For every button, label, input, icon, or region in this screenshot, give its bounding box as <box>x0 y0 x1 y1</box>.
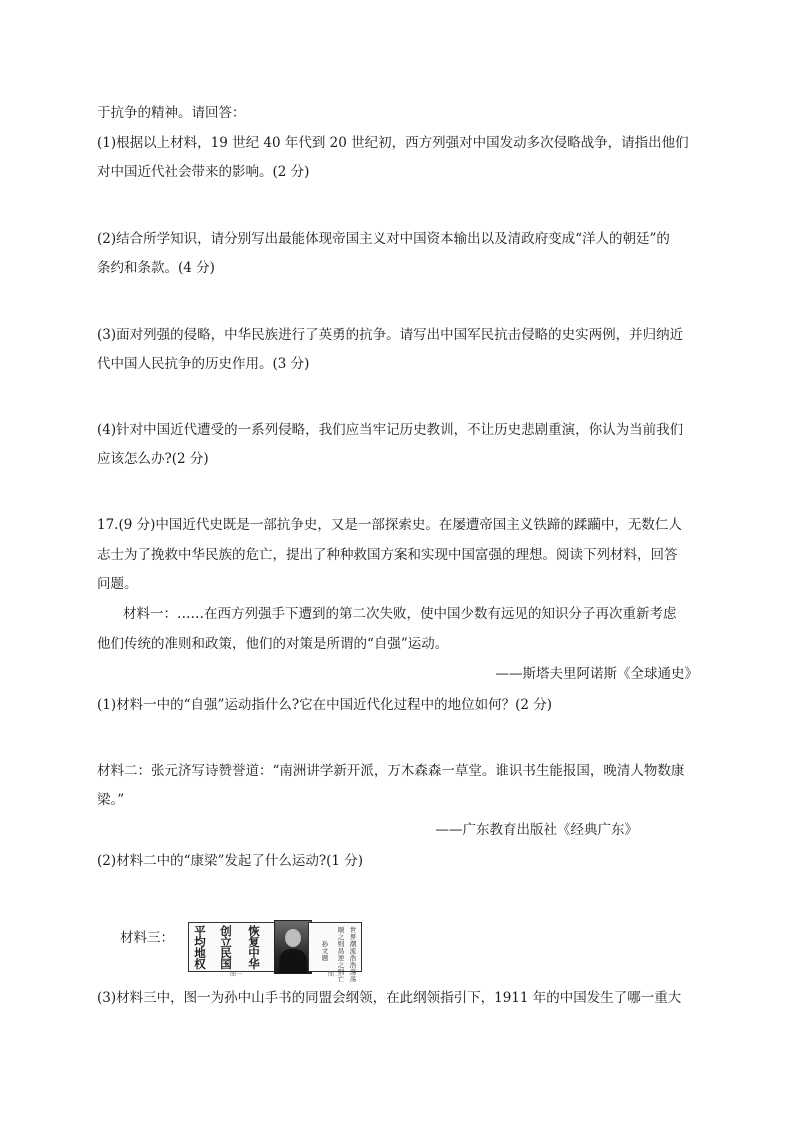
sub-question-2: (2)材料二中的“康梁”发起了什么运动?(1 分) <box>97 853 364 869</box>
fig1-column-2: 恢复中华 <box>248 924 260 971</box>
sub-question-3: (3)材料三中，图一为孙中山手书的同盟会纲领，在此纲领指引下，1911 年的中国发生了哪一重大 <box>97 990 682 1006</box>
sub-question-1: (1)材料一中的“自强”运动指什么?它在中国近代化过程中的地位如何？(2 分) <box>97 697 553 713</box>
question-17-line-2: 志士为了挽救中华民族的危亡，提出了种种救国方案和实现中国富强的理想。阅读下列材料，回答 <box>97 547 678 563</box>
figure-2-caption: 图二 <box>328 971 341 978</box>
question-3-line-2: 代中国人民抗争的历史作用。(3 分) <box>97 356 310 372</box>
fig1-column-4: 平均地权 <box>194 924 206 971</box>
question-4-line-2: 应该怎么办?(2 分) <box>97 451 209 467</box>
question-17-line-1: 17.(9 分)中国近代史既是一部抗争史，又是一部探索史。在屡遭帝国主义铁蹄的蹂躏中，无数仁人 <box>97 517 682 533</box>
question-17-line-3: 问题。 <box>97 576 138 592</box>
material-1-line-1: 材料一：……在西方列强手下遭到的第二次失败，使中国少数有远见的知识分子再次重新考虑 <box>123 606 677 622</box>
material-2-source: ——广东教育出版社《经典广东》 <box>435 822 638 838</box>
material-2-line-2: 梁。” <box>97 792 125 808</box>
figure-1-caption: 图一 <box>230 971 243 978</box>
question-3-line-1: (3)面对列强的侵略，中华民族进行了英勇的抗争。请写出中国军民抗击侵略的史实两例，并归纳近 <box>97 327 684 343</box>
question-2-line-2: 条约和条款。(4 分) <box>97 260 215 276</box>
line-0: 于抗争的精神。请回答： <box>97 105 246 121</box>
sun-yatsen-portrait <box>274 920 312 974</box>
material-1-line-2: 他们传统的准则和政策，他们的对策是所谓的“自强”运动。 <box>97 636 449 652</box>
material-1-source: ——斯塔夫里阿诺斯《全球通史》 <box>495 666 698 682</box>
material-3-figure <box>188 920 362 983</box>
fig2-column-3: 孙文题 <box>321 940 329 962</box>
question-4-line-1: (4)针对中国近代遭受的一系列侵略，我们应当牢记历史教训，不让历史悲剧重演，你认为当前我们 <box>97 422 684 438</box>
question-2-line-1: (2)结合所学知识，请分别写出最能体现帝国主义对中国资本输出以及清政府变成“洋人的朝廷”的 <box>97 231 670 247</box>
fig1-column-3: 创立民国 <box>220 924 232 971</box>
question-1-line-1: (1)根据以上材料，19 世纪 40 年代到 20 世纪初，西方列强对中国发动多次侵略战争，请指出他们 <box>97 135 689 151</box>
material-3-label: 材料三： <box>120 930 174 946</box>
fig2-column-2: 顺之则昌逆之则亡 <box>337 926 345 983</box>
material-2-line-1: 材料二：张元济写诗赞誉道：“南洲讲学新开派，万木森森一草堂。谁识书生能报国，晚清人物数康 <box>97 763 685 779</box>
fig2-column-1: 世界潮流浩浩荡荡 <box>349 926 357 983</box>
question-1-line-2: 对中国近代社会带来的影响。(2 分) <box>97 164 310 180</box>
